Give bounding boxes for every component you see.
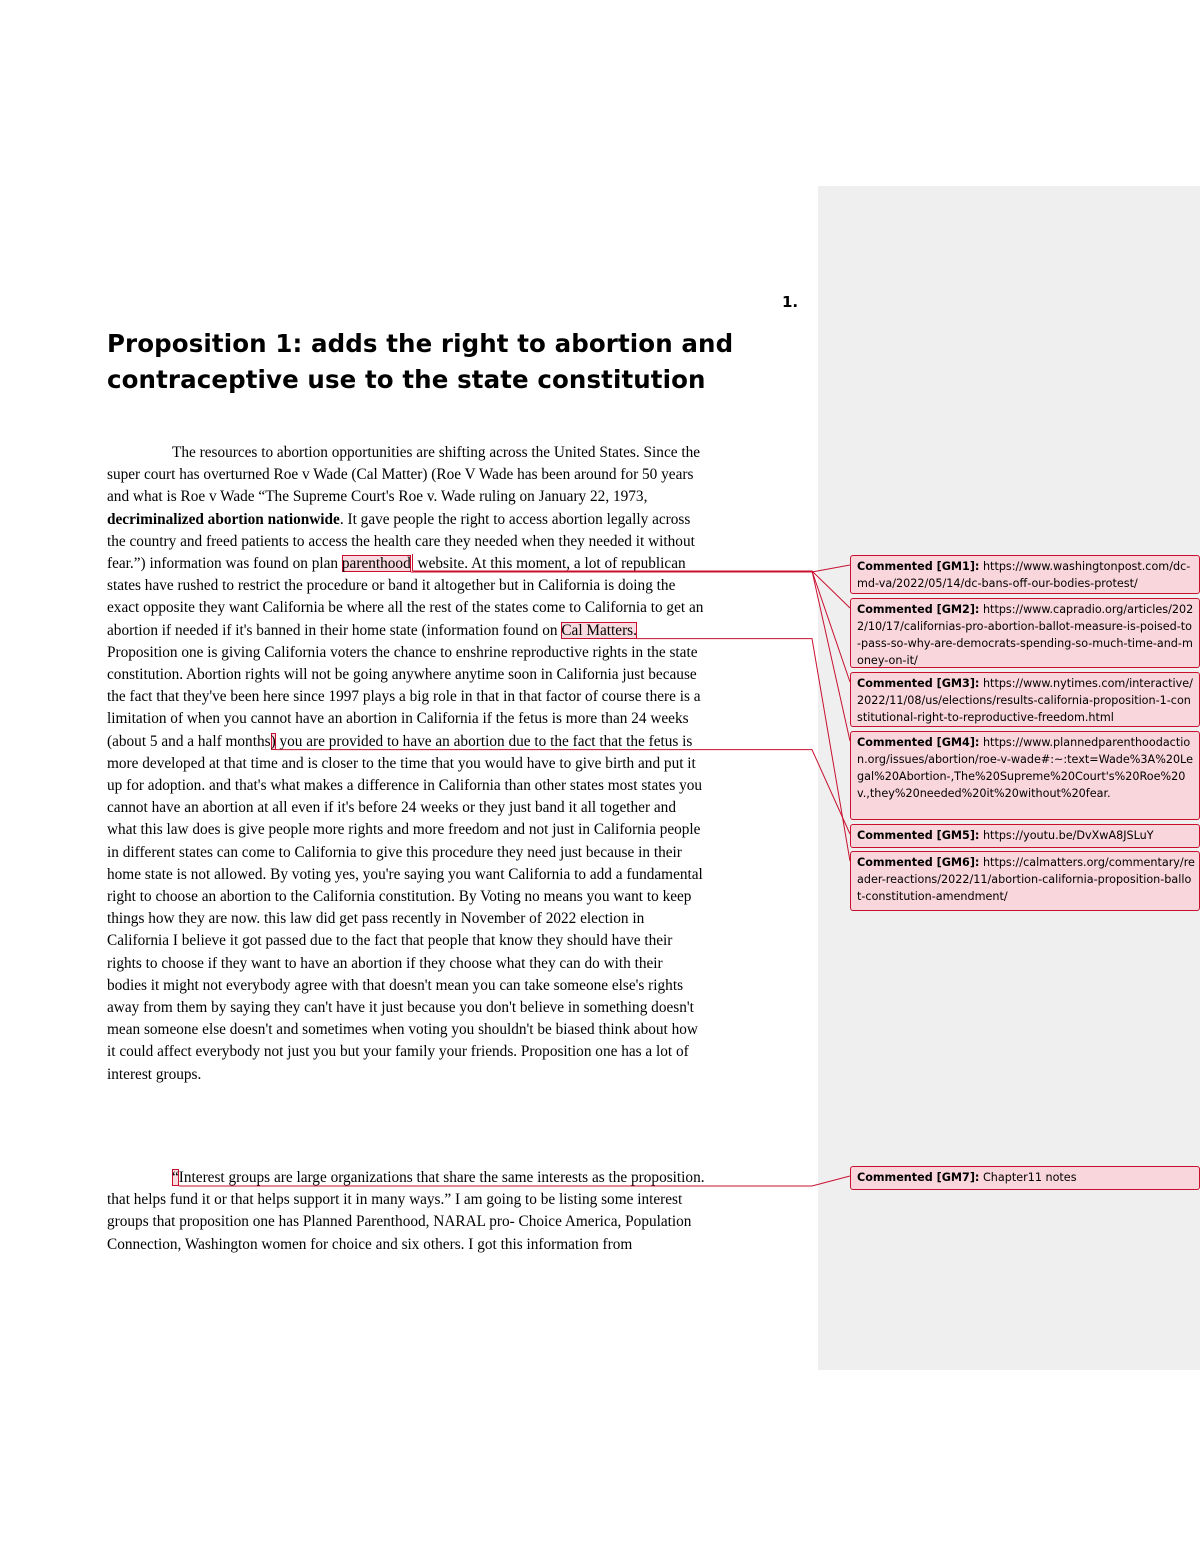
text-line: what this law does is give people more rights and more freedom and not just in California people bbox=[107, 821, 701, 839]
bold-quote-text: decriminalized abortion nationwide bbox=[107, 510, 340, 528]
comment-text: https://youtu.be/DvXwA8JSLuY bbox=[982, 829, 1154, 842]
text-line: up for adoption. and that's what makes a difference in California than other states most states you bbox=[107, 777, 703, 795]
comment-label: Commented [GM1]: bbox=[857, 560, 980, 573]
comment-text: https://www.plannedparenthoodaction.org/issues/abortion/roe-v-wade#:~:text=Wade%3A%20Legal%20Abortion-,The%20Supreme%20Court's%20Roe%20v.,they%20needed%20it%20without%20fear. bbox=[857, 736, 1193, 800]
text-line bbox=[107, 509, 812, 531]
comment-label: Commented [GM5]: bbox=[857, 829, 980, 842]
text-line: more developed at that time and is closer to the time that you would have to give birth and put it bbox=[107, 754, 696, 772]
comment-gm1[interactable] bbox=[850, 555, 1200, 594]
comment-label: Commented [GM4]: bbox=[857, 736, 980, 749]
text-line: in different states can come to California to give this procedure they need just because in their bbox=[107, 843, 682, 861]
comment-text: https://www.washingtonpost.com/dc-md-va/2022/05/14/dc-bans-off-our-bodies-protest/ bbox=[857, 560, 1191, 590]
text-run: website. At this moment, a lot of republican bbox=[413, 555, 686, 573]
comment-label: Commented [GM6]: bbox=[857, 856, 980, 869]
text-line: limitation of when you cannot have an abortion in California if the fetus is more than 24 weeks bbox=[107, 710, 689, 728]
comment-anchor-gm7[interactable]: “ bbox=[172, 1169, 179, 1186]
text-line: that helps fund it or that helps support it in many ways.” I am going to be listing some interest bbox=[107, 1191, 683, 1209]
text-line: interest groups. bbox=[107, 1065, 202, 1083]
text-line bbox=[107, 731, 812, 753]
text-line: mean someone else doesn't and sometimes when voting you shouldn't be biased think about how bbox=[107, 1021, 698, 1039]
document-title: Proposition 1: adds the right to abortion and contraceptive use to the state constitution bbox=[107, 329, 734, 394]
text-line: Proposition one is giving California voters the chance to enshrine reproductive rights in the state bbox=[107, 643, 698, 661]
text-line: things how they are now. this law did get pass recently in November of 2022 election in bbox=[107, 910, 645, 928]
comment-anchor-gm6[interactable]: Cal Matters. bbox=[561, 621, 637, 639]
text-line: The resources to abortion opportunities are shifting across the United States. Since the bbox=[172, 444, 701, 461]
text-line: California I believe it got passed due to the fact that people that know they should have their bbox=[107, 932, 673, 950]
comment-gm2[interactable] bbox=[850, 598, 1200, 668]
comment-gm5[interactable] bbox=[850, 824, 1200, 848]
text-line: Connection, Washington women for choice and six others. I got this information from bbox=[107, 1235, 633, 1253]
text-line: the country and freed patients to access the health care they needed when they needed it without bbox=[107, 532, 695, 550]
text-line: home state is not allowed. By voting yes, you're saying you want California to add a fundamental bbox=[107, 865, 703, 883]
text-line: super court has overturned Roe v Wade (Cal Matter) (Roe V Wade has been around for 50 years bbox=[107, 466, 694, 484]
comment-text: https://www.capradio.org/articles/2022/10/17/californias-pro-abortion-ballot-measure-is-poised-to-pass-so-why-are-democrats-spending-so-much-time-and-money-on-it/ bbox=[857, 603, 1194, 667]
comment-label: Commented [GM3]: bbox=[857, 677, 980, 690]
text-line: constitution. Abortion rights will not be going anywhere anytime soon in California just because bbox=[107, 666, 697, 684]
text-run: Interest groups are large organizations that share the same interests as the proposition. bbox=[178, 1169, 705, 1186]
comment-anchor-gm2[interactable] bbox=[412, 554, 413, 571]
text-line: it could affect everybody not just you but your family your friends. Proposition one has a lot of bbox=[107, 1043, 689, 1061]
text-line: exact opposite they want California be where all the rest of the states come to California to get an bbox=[107, 599, 704, 617]
comment-anchor-gm1[interactable]: parenthood bbox=[341, 555, 411, 573]
text-line: groups that proposition one has Planned Parenthood, NARAL pro- Choice America, Population bbox=[107, 1213, 692, 1231]
comment-label: Commented [GM7]: bbox=[857, 1171, 980, 1184]
comment-label: Commented [GM2]: bbox=[857, 603, 980, 616]
comment-gm6[interactable] bbox=[850, 851, 1200, 911]
text-line: away from them by saying they can't have it just because you don't believe in something doesn't bbox=[107, 999, 694, 1017]
text-run: fear.”) information was found on plan bbox=[107, 555, 342, 573]
comment-gm3[interactable] bbox=[850, 672, 1200, 727]
text-line: and what is Roe v Wade “The Supreme Court's Roe v. Wade ruling on January 22, 1973, bbox=[107, 488, 648, 506]
comment-text: https://www.nytimes.com/interactive/2022/11/08/us/elections/results-california-proposition-1-constitutional-right-to-reproductive-freedom.html bbox=[857, 677, 1193, 724]
text-line: cannot have an abortion at all even if it's before 24 weeks or they just band it all together and bbox=[107, 799, 676, 817]
text-line bbox=[107, 1167, 812, 1189]
text-run: abortion if needed if it's banned in their home state (information found on bbox=[107, 621, 562, 639]
text-line bbox=[107, 553, 812, 575]
page-number: 1. bbox=[782, 293, 799, 311]
text-line: right to choose an abortion to the California constitution. By Voting no means you want to keep bbox=[107, 888, 692, 906]
text-run: you are provided to have an abortion due to the fact that the fetus is bbox=[275, 732, 693, 750]
comment-anchor-gm5[interactable]: ) bbox=[270, 732, 276, 750]
comment-gm7[interactable] bbox=[850, 1166, 1200, 1190]
text-line: bodies it might not everybody agree with that doesn't mean you can take someone else's rights bbox=[107, 976, 684, 994]
text-line: rights to choose if they want to have an abortion if they choose what they can do with their bbox=[107, 954, 663, 972]
comment-gm4[interactable] bbox=[850, 731, 1200, 820]
text-run: (about 5 and a half months bbox=[107, 732, 271, 750]
text-run: . It gave people the right to access abortion legally across bbox=[339, 510, 691, 528]
body-paragraph-1 bbox=[107, 442, 812, 1086]
text-line: the fact that they've been here since 1997 plays a big role in that in that factor of course there is a bbox=[107, 688, 701, 706]
comment-text: Chapter11 notes bbox=[982, 1171, 1077, 1184]
body-paragraph-2 bbox=[107, 1167, 812, 1256]
comment-text: https://calmatters.org/commentary/reader-reactions/2022/11/abortion-california-proposition-ballot-constitution-amendment/ bbox=[857, 856, 1195, 903]
text-line: states have rushed to restrict the procedure or band it altogether but in California is doing the bbox=[107, 577, 676, 595]
text-line bbox=[107, 620, 812, 642]
